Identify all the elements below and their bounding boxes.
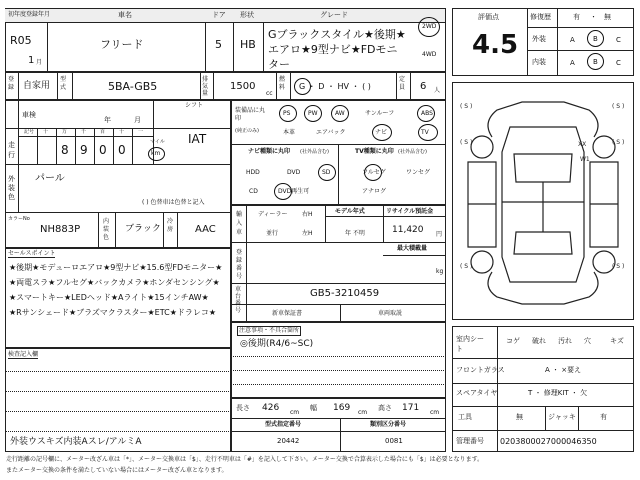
mileage-digit: 0 <box>99 143 107 157</box>
color-code-label: カラーNo <box>8 216 30 222</box>
equipment-sublabel: (純正のみ) <box>235 128 259 134</box>
equipment-item: PS <box>283 110 291 117</box>
windshield-label: フロントガラス <box>456 366 505 374</box>
interior-color-label: 内装色 <box>103 218 110 241</box>
nav-item: HDD <box>246 169 260 176</box>
tv-note: (社外品含む) <box>398 149 427 155</box>
model-year-label: モデル年式 <box>335 208 365 215</box>
inspector-label: 検査記入欄 <box>8 351 39 358</box>
length-unit: cm <box>290 409 300 416</box>
disp-unit: cc <box>266 90 273 97</box>
first-reg-label: 初年度登録年月 <box>8 11 51 18</box>
jack-value: 有 <box>600 413 607 421</box>
seat-item: 破れ <box>532 337 546 345</box>
class-no: 0081 <box>385 437 403 445</box>
equipment-item: エアバック <box>316 129 346 136</box>
digit-header: 千 <box>81 129 87 135</box>
width: 169 <box>333 403 351 413</box>
repair-label: 修復歴 <box>530 13 551 21</box>
width-label: 幅 <box>310 404 317 412</box>
seat-item: 汚れ <box>558 337 572 345</box>
spare-value: T ・ 修理KIT ・ 欠 <box>528 389 588 397</box>
repair-yes: 有 <box>573 13 580 21</box>
color-label: 外装色 <box>8 175 15 201</box>
seat-item: 穴 <box>584 337 591 345</box>
interior-seat-label: 室内シート <box>456 335 484 353</box>
digit-header: 百 <box>100 129 106 135</box>
digit-header: 十 <box>119 129 125 135</box>
mileage-label: 走行 <box>8 141 15 159</box>
max-load-unit: kg <box>436 268 444 275</box>
tv-item: フルセグ <box>362 169 386 176</box>
recycle-unit: 円 <box>436 231 443 238</box>
svg-text:( S ): ( S ) <box>612 263 625 270</box>
shaken-year-unit: 年 <box>104 116 111 124</box>
type-no-label: 型式指定番号 <box>265 421 302 428</box>
equipment-item: ABS <box>421 110 433 117</box>
mileage-digit: 8 <box>61 143 69 157</box>
digit-header: 記号 <box>24 129 35 135</box>
first-reg-month: 1 <box>28 55 35 66</box>
ext-grade-c: C <box>616 36 621 44</box>
tools-value: 無 <box>516 413 523 421</box>
reg-no-label: 登録番号 <box>236 249 243 280</box>
sales-point-line: ★後期★モデューロエアロ★9型ナビ★15.6型FDモニター★ <box>9 263 223 272</box>
km-unit: km <box>151 150 161 157</box>
nav-title: ナビ種類に丸印 <box>248 148 291 155</box>
car-name: フリード <box>100 38 144 51</box>
sales-point-line: ★Rサンシェード★ブラズマクラスター★ETC★ドラレコ★ <box>9 308 217 317</box>
svg-text:( S ): ( S ) <box>612 139 625 146</box>
nav-item: CD <box>249 188 258 195</box>
first-reg-month-unit: 月 <box>36 59 43 66</box>
mileage-digit: 0 <box>118 143 126 157</box>
svg-text:( S ): ( S ) <box>460 263 473 270</box>
interior-color: ブラック <box>125 224 161 234</box>
equipment-item: 本革 <box>283 129 296 136</box>
warranty-label: 新車保証書 <box>272 310 303 317</box>
spare-label: スペアタイヤ <box>456 389 498 397</box>
doors-label: ドア <box>212 11 226 19</box>
height-label: 高さ <box>378 404 392 412</box>
shift-label: シフト <box>185 102 204 109</box>
svg-text:( S ): ( S ) <box>460 103 473 110</box>
equipment-item: TV <box>421 129 429 136</box>
nav-note: (社外品含む) <box>300 149 329 155</box>
digit-divider <box>37 128 38 164</box>
tools-label: 工具 <box>458 413 472 421</box>
windshield-value: A ・ ×要え <box>545 366 582 374</box>
footer-line-2: またメーター交換の条件を満たしていない場合にはメーター改ざん車となります。 <box>6 467 228 474</box>
digit-divider <box>75 128 76 164</box>
ac: AAC <box>195 224 216 235</box>
grade-label: グレード <box>320 11 348 19</box>
digit-header: 十 <box>43 129 49 135</box>
sales-points-label: セールスポイント <box>8 250 56 257</box>
equipment-item: PW <box>308 110 318 117</box>
width-unit: cm <box>358 409 368 416</box>
length-label: 長さ <box>236 404 250 412</box>
int-grade-c: C <box>616 59 621 67</box>
digit-header: 万 <box>62 129 68 135</box>
chassis: GB5-3210459 <box>310 288 380 299</box>
first-reg-era: R05 <box>10 34 32 47</box>
mgmt-label: 管理番号 <box>456 437 484 445</box>
digit-divider <box>132 128 133 164</box>
nav-item: DVD <box>287 169 301 176</box>
ext-grade-b: B <box>593 35 598 43</box>
height-unit: cm <box>430 409 440 416</box>
equipment-item: ナビ <box>375 129 388 136</box>
fuel-label: 燃料 <box>279 76 286 91</box>
tv-item: ワンセグ <box>406 169 431 176</box>
ext-label: 外装 <box>532 35 546 43</box>
drive-2wd: 2WD <box>422 23 437 30</box>
digit-header: 一 <box>138 129 144 135</box>
seat-item: コゲ <box>506 337 520 345</box>
sales-point-line: ★両電スラ★フルセグ★バックカメラ★ホンダセンシング★ <box>9 278 220 287</box>
ext-grade-a: A <box>570 36 575 44</box>
body: HB <box>240 38 256 51</box>
import-right: 右H <box>302 211 313 218</box>
shift: IAT <box>188 132 207 146</box>
shaken-label: 車検 <box>22 111 36 119</box>
usage: 自家用 <box>23 81 51 91</box>
int-label: 内装 <box>532 58 546 66</box>
svg-text:( S ): ( S ) <box>612 103 625 110</box>
chassis-label: 車台番号 <box>235 286 242 314</box>
ac-label: 冷房 <box>167 218 174 233</box>
equipment-item: AW <box>335 110 345 117</box>
inspector-note: 外装ウスキズ内装Aスレ/アルミA <box>10 437 142 447</box>
height: 171 <box>402 403 420 413</box>
mileage-digit: 9 <box>80 143 88 157</box>
car-name-label: 車名 <box>118 11 132 19</box>
mile-unit: マイル <box>150 139 165 145</box>
score-label: 評価点 <box>478 13 499 21</box>
equipment-item: サンルーフ <box>365 110 395 117</box>
diagram-marker-xx: XX <box>578 141 587 148</box>
body-label: 形状 <box>240 11 254 19</box>
class-no-label: 類別区分番号 <box>370 421 407 428</box>
tv-item: アナログ <box>362 188 387 195</box>
mgmt-no: 0203800027000046350 <box>500 437 597 446</box>
repair-sep: ・ <box>590 13 597 21</box>
repair-no: 無 <box>604 13 611 21</box>
notes-text: ◎後期(R4/6~SC) <box>240 339 314 349</box>
int-grade-b: B <box>593 58 598 66</box>
capacity: 6 <box>420 81 427 92</box>
drive-4wd: 4WD <box>422 51 437 58</box>
cap-unit: 人 <box>434 87 441 94</box>
svg-text:( S ): ( S ) <box>460 139 473 146</box>
digit-divider <box>56 128 57 164</box>
import-parallel: 並行 <box>266 230 279 237</box>
manual-label: 車両取説 <box>378 310 403 317</box>
exterior-color: パール <box>35 173 65 184</box>
seat-item: キズ <box>610 337 624 345</box>
int-grade-a: A <box>570 59 575 67</box>
diagram-marker-w1: W1 <box>580 156 590 163</box>
import-label: 輸入車 <box>236 211 243 236</box>
car-diagram <box>452 82 634 320</box>
type-no: 20442 <box>277 437 300 445</box>
nav-item: DVD再生可 <box>278 188 310 195</box>
score-value: 4.5 <box>472 30 519 60</box>
digit-divider <box>94 128 95 164</box>
nav-item: SD <box>322 169 331 176</box>
cap-label: 定員 <box>399 76 406 91</box>
digit-divider <box>113 128 114 164</box>
doors: 5 <box>215 38 222 51</box>
model-year: 年 不明 <box>345 230 365 237</box>
import-dealer: ディーラー <box>258 211 288 218</box>
length: 426 <box>262 403 280 413</box>
model-label: 型式 <box>60 76 67 91</box>
model: 5BA-GB5 <box>108 80 158 93</box>
notes-label: 注意事項・不具合箇所 <box>239 327 300 334</box>
color-note: ( ) 色替車は色替と記入 <box>142 199 205 206</box>
footer-line-1: 走行距離の記号欄に、メーター改ざん車は「*」、メーター交換車は「$」、走行不明車は「#」を記入して下さい。メーター交換で合算表示した場合にも「$」は必要となります。 <box>6 456 484 463</box>
color-code: NH883P <box>40 224 81 235</box>
tv-title: TV種類に丸印 <box>355 148 394 155</box>
sales-point-line: ★スマートキー★LEDヘッド★Aライト★15インチAW★ <box>9 293 209 302</box>
disp-label: 排気量 <box>202 76 209 97</box>
grade: Gブラックスタイル★後期★エアロ★9型ナビ★FDモニター <box>268 28 406 71</box>
jack-label: ジャッキ <box>548 413 576 421</box>
shaken-month-unit: 月 <box>134 116 141 124</box>
recycle-label: リサイクル預託金 <box>386 208 434 215</box>
max-load-label: 最大積載量 <box>397 245 428 252</box>
displacement: 1500 <box>230 81 256 92</box>
equipment-label: 装備品に丸印 <box>235 107 266 122</box>
recycle-value: 11,420 <box>392 225 424 235</box>
fuel-options: G ・ D ・ HV ・ ( ) <box>299 82 371 91</box>
reg-label: 登録 <box>8 76 15 91</box>
import-left: 左H <box>302 230 313 237</box>
